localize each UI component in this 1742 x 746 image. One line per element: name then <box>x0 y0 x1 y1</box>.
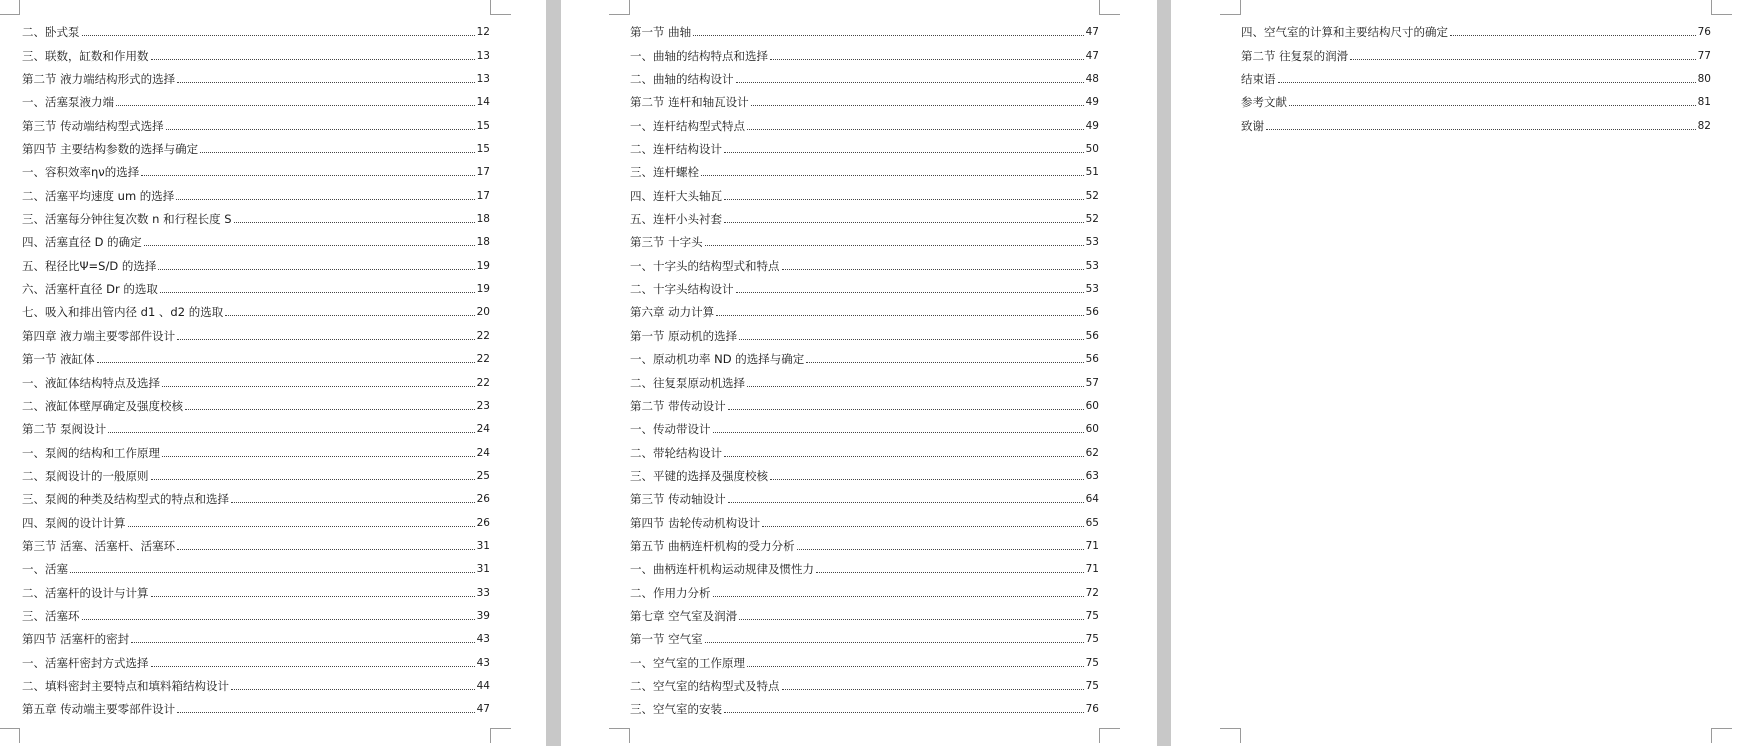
toc-entry-page-number: 26 <box>476 493 490 506</box>
toc-entry-page-number: 71 <box>1085 539 1099 552</box>
toc-entry-page-number: 33 <box>476 586 490 599</box>
toc-entry[interactable] <box>630 600 1099 623</box>
toc-entry-page-number: 13 <box>476 73 490 86</box>
toc-entry[interactable] <box>22 16 490 39</box>
toc-entry[interactable] <box>22 63 490 86</box>
toc-entry[interactable] <box>630 413 1099 436</box>
dot-leader <box>160 292 475 293</box>
toc-entry-page-number: 76 <box>1085 703 1099 716</box>
toc-entry-title: 三、连杆螺栓 <box>630 165 699 180</box>
toc-entry[interactable] <box>22 646 490 669</box>
toc-entry-page-number: 47 <box>1085 49 1099 62</box>
crop-mark-top-left <box>0 0 20 15</box>
dot-leader <box>724 199 1084 200</box>
dot-leader <box>739 339 1083 340</box>
toc-entry-page-number: 75 <box>1085 656 1099 669</box>
toc-entry-title: 三、平键的选择及强度校核 <box>630 468 768 483</box>
toc-entry-page-number: 60 <box>1085 423 1099 436</box>
toc-entry[interactable] <box>630 86 1099 109</box>
toc-entry-page-number: 75 <box>1085 609 1099 622</box>
dot-leader <box>176 199 474 200</box>
toc-entry[interactable] <box>630 226 1099 249</box>
dot-leader <box>782 689 1084 690</box>
toc-entry[interactable] <box>22 483 490 506</box>
toc-entry-title: 第一节 曲轴 <box>630 25 692 40</box>
toc-entry-page-number: 24 <box>476 446 490 459</box>
toc-entry-title: 第四节 活塞杆的密封 <box>22 632 130 647</box>
dot-leader <box>144 245 475 246</box>
toc-entry-page-number: 75 <box>1085 679 1099 692</box>
toc-entry[interactable] <box>22 413 490 436</box>
toc-entry-page-number: 57 <box>1085 376 1099 389</box>
toc-entry-page-number: 64 <box>1085 493 1099 506</box>
crop-mark-bottom-right <box>1099 728 1120 743</box>
toc-entry-title: 二、空气室的结构型式及特点 <box>630 678 780 693</box>
toc-entry-title: 二、作用力分析 <box>630 585 711 600</box>
toc-entry[interactable] <box>22 506 490 529</box>
toc-entry-title: 二、活塞平均速度 um 的选择 <box>22 188 175 203</box>
toc-entry[interactable] <box>630 460 1099 483</box>
crop-mark-top-left <box>1220 0 1241 15</box>
dot-leader <box>234 222 475 223</box>
toc-entry[interactable] <box>22 273 490 296</box>
dot-leader <box>770 59 1084 60</box>
toc-entry-page-number: 48 <box>1085 73 1099 86</box>
toc-entry[interactable] <box>630 39 1099 62</box>
document-page-1 <box>0 0 546 746</box>
toc-entry-title: 一、活塞 <box>22 562 68 577</box>
dot-leader <box>185 409 475 410</box>
toc-entry[interactable] <box>630 296 1099 319</box>
dot-leader <box>1266 129 1696 130</box>
dot-leader <box>82 35 475 36</box>
toc-entry-page-number: 43 <box>476 633 490 646</box>
dot-leader <box>1278 82 1696 83</box>
toc-entry[interactable] <box>630 109 1099 132</box>
toc-entry-page-number: 49 <box>1085 119 1099 132</box>
crop-mark-top-right <box>1099 0 1120 15</box>
toc-entry[interactable] <box>630 506 1099 529</box>
toc-entry-title: 参考文献 <box>1241 95 1287 110</box>
toc-entry[interactable] <box>630 16 1099 39</box>
dot-leader <box>728 502 1084 503</box>
toc-entry-title: 第一节 空气室 <box>630 632 703 647</box>
toc-entry-title: 二、往复泵原动机选择 <box>630 375 745 390</box>
dot-leader <box>162 456 475 457</box>
dot-leader <box>177 82 474 83</box>
toc-entry-title: 三、空气室的安装 <box>630 702 722 717</box>
toc-entry-page-number: 25 <box>476 469 490 482</box>
toc-entry-title: 一、十字头的结构型式和特点 <box>630 258 780 273</box>
toc-entry[interactable] <box>22 693 490 716</box>
dot-leader <box>225 315 474 316</box>
dot-leader <box>151 59 475 60</box>
toc-entry[interactable] <box>630 483 1099 506</box>
dot-leader <box>231 689 475 690</box>
toc-entry-page-number: 63 <box>1085 469 1099 482</box>
toc-entry-title: 一、曲柄连杆机构运动规律及惯性力 <box>630 562 814 577</box>
toc-entry[interactable] <box>630 273 1099 296</box>
toc-entry-title: 一、空气室的工作原理 <box>630 655 745 670</box>
dot-leader <box>713 596 1084 597</box>
toc-entry-title: 一、原动机功率 ND 的选择与确定 <box>630 352 805 367</box>
toc-entry-page-number: 75 <box>1085 633 1099 646</box>
toc-entry-page-number: 18 <box>476 236 490 249</box>
toc-entry-page-number: 80 <box>1697 73 1711 86</box>
toc-entry-page-number: 47 <box>1085 26 1099 39</box>
toc-entry-title: 第四章 液力端主要零部件设计 <box>22 328 176 343</box>
toc-entry-page-number: 56 <box>1085 329 1099 342</box>
toc-entry[interactable] <box>630 623 1099 646</box>
toc-entry-title: 四、空气室的计算和主要结构尺寸的确定 <box>1241 25 1448 40</box>
dot-leader <box>762 526 1083 527</box>
toc-entry[interactable] <box>22 249 490 272</box>
toc-entry[interactable] <box>630 319 1099 342</box>
toc-entry-title: 一、液缸体结构特点及选择 <box>22 375 160 390</box>
toc-entry[interactable] <box>22 226 490 249</box>
toc-entry[interactable] <box>22 436 490 459</box>
toc-entry-title: 第五节 曲柄连杆机构的受力分析 <box>630 538 795 553</box>
toc-entry-page-number: 13 <box>476 49 490 62</box>
document-page-3 <box>1171 0 1742 746</box>
crop-mark-bottom-right <box>490 728 511 743</box>
dot-leader <box>705 245 1084 246</box>
toc-entry-title: 六、活塞杆直径 Dr 的选取 <box>22 282 158 297</box>
toc-entry-page-number: 43 <box>476 656 490 669</box>
toc-entry[interactable] <box>630 693 1099 716</box>
dot-leader <box>747 386 1084 387</box>
dot-leader <box>747 129 1084 130</box>
dot-leader <box>713 432 1084 433</box>
toc-entry-page-number: 12 <box>476 26 490 39</box>
dot-leader <box>70 572 475 573</box>
toc-entry-page-number: 23 <box>476 399 490 412</box>
dot-leader <box>728 409 1084 410</box>
toc-entry-page-number: 20 <box>476 306 490 319</box>
toc-entry-page-number: 14 <box>476 96 490 109</box>
toc-entry-page-number: 47 <box>476 703 490 716</box>
toc-entry-title: 第一节 原动机的选择 <box>630 328 738 343</box>
toc-entry-title: 一、活塞泵液力端 <box>22 95 114 110</box>
toc-entry[interactable] <box>22 553 490 576</box>
toc-entry[interactable] <box>22 530 490 553</box>
toc-entry-title: 二、活塞杆的设计与计算 <box>22 585 149 600</box>
toc-entry[interactable] <box>630 249 1099 272</box>
dot-leader <box>231 502 475 503</box>
dot-leader <box>806 362 1083 363</box>
dot-leader <box>736 292 1084 293</box>
toc-entry[interactable] <box>22 600 490 623</box>
toc-entry[interactable] <box>630 553 1099 576</box>
toc-entry-title: 二、液缸体壁厚确定及强度校核 <box>22 398 183 413</box>
toc-list <box>1241 16 1711 133</box>
toc-entry-title: 二、十字头结构设计 <box>630 282 734 297</box>
dot-leader <box>724 712 1084 713</box>
toc-entry-page-number: 22 <box>476 376 490 389</box>
dot-leader <box>108 432 474 433</box>
toc-entry-page-number: 65 <box>1085 516 1099 529</box>
toc-entry-title: 第七章 空气室及润滑 <box>630 608 738 623</box>
toc-entry-title: 二、泵阀设计的一般原则 <box>22 468 149 483</box>
toc-entry-title: 第二节 液力端结构形式的选择 <box>22 72 176 87</box>
toc-entry-title: 结束语 <box>1241 72 1276 87</box>
dot-leader <box>128 526 475 527</box>
dot-leader <box>166 129 475 130</box>
toc-entry-title: 二、卧式泵 <box>22 25 80 40</box>
toc-entry[interactable] <box>630 63 1099 86</box>
toc-entry-title: 三、活塞环 <box>22 608 80 623</box>
toc-entry-page-number: 53 <box>1085 259 1099 272</box>
toc-entry-page-number: 77 <box>1697 49 1711 62</box>
toc-entry-title: 五、连杆小头衬套 <box>630 212 722 227</box>
crop-mark-top-right <box>490 0 511 15</box>
dot-leader <box>177 339 474 340</box>
dot-leader <box>1350 59 1695 60</box>
toc-entry-page-number: 53 <box>1085 283 1099 296</box>
dot-leader <box>797 549 1084 550</box>
toc-list <box>630 16 1099 716</box>
toc-entry-page-number: 31 <box>476 539 490 552</box>
toc-entry-title: 四、泵阀的设计计算 <box>22 515 126 530</box>
toc-entry-page-number: 56 <box>1085 306 1099 319</box>
toc-entry-page-number: 44 <box>476 679 490 692</box>
toc-entry-title: 四、活塞直径 D 的确定 <box>22 235 142 250</box>
dot-leader <box>82 619 475 620</box>
dot-leader <box>724 152 1084 153</box>
toc-entry-page-number: 17 <box>476 189 490 202</box>
toc-entry-title: 致谢 <box>1241 118 1264 133</box>
dot-leader <box>739 619 1083 620</box>
toc-entry-page-number: 52 <box>1085 189 1099 202</box>
toc-entry-page-number: 52 <box>1085 213 1099 226</box>
document-page-2 <box>561 0 1157 746</box>
dot-leader <box>751 105 1084 106</box>
toc-entry-title: 二、填料密封主要特点和填料箱结构设计 <box>22 678 229 693</box>
toc-entry-title: 二、带轮结构设计 <box>630 445 722 460</box>
toc-entry-title: 七、吸入和排出管内径 d1 、d2 的选取 <box>22 305 224 320</box>
dot-leader <box>97 362 475 363</box>
toc-entry-page-number: 18 <box>476 213 490 226</box>
toc-entry-title: 三、活塞每分钟往复次数 n 和行程长度 S <box>22 212 232 227</box>
toc-entry-page-number: 19 <box>476 259 490 272</box>
dot-leader <box>177 549 474 550</box>
dot-leader <box>816 572 1084 573</box>
dot-leader <box>158 269 474 270</box>
toc-entry-page-number: 39 <box>476 609 490 622</box>
toc-entry[interactable] <box>1241 63 1711 86</box>
toc-entry-title: 四、连杆大头轴瓦 <box>630 188 722 203</box>
toc-entry-title: 一、连杆结构型式特点 <box>630 118 745 133</box>
toc-entry[interactable] <box>630 156 1099 179</box>
toc-entry[interactable] <box>630 646 1099 669</box>
toc-entry-page-number: 26 <box>476 516 490 529</box>
toc-entry-title: 第三节 传动端结构型式选择 <box>22 118 164 133</box>
toc-entry[interactable] <box>22 86 490 109</box>
toc-entry[interactable] <box>630 530 1099 553</box>
toc-entry-title: 一、曲轴的结构特点和选择 <box>630 48 768 63</box>
toc-entry[interactable] <box>22 156 490 179</box>
toc-entry[interactable] <box>22 670 490 693</box>
toc-entry-page-number: 19 <box>476 283 490 296</box>
dot-leader <box>131 642 474 643</box>
toc-entry-title: 三、联数，缸数和作用数 <box>22 48 149 63</box>
toc-entry[interactable] <box>630 366 1099 389</box>
toc-entry-page-number: 56 <box>1085 353 1099 366</box>
toc-entry-page-number: 15 <box>476 143 490 156</box>
toc-entry-title: 一、活塞杆密封方式选择 <box>22 655 149 670</box>
toc-entry[interactable] <box>22 203 490 226</box>
toc-entry[interactable] <box>630 576 1099 599</box>
toc-entry-title: 第三节 传动轴设计 <box>630 492 726 507</box>
toc-entry-page-number: 15 <box>476 119 490 132</box>
toc-entry-title: 第三节 活塞、活塞杆、活塞环 <box>22 538 176 553</box>
toc-entry[interactable] <box>630 390 1099 413</box>
toc-entry[interactable] <box>630 133 1099 156</box>
crop-mark-bottom-left <box>609 728 630 743</box>
toc-entry-page-number: 53 <box>1085 236 1099 249</box>
toc-entry[interactable] <box>630 203 1099 226</box>
toc-entry[interactable] <box>22 296 490 319</box>
toc-entry[interactable] <box>22 460 490 483</box>
dot-leader <box>770 479 1084 480</box>
toc-entry-title: 第二节 带传动设计 <box>630 398 726 413</box>
dot-leader <box>116 105 475 106</box>
crop-mark-top-right <box>1711 0 1732 15</box>
toc-entry[interactable] <box>630 343 1099 366</box>
toc-entry[interactable] <box>22 390 490 413</box>
toc-entry-page-number: 76 <box>1697 26 1711 39</box>
toc-entry-page-number: 60 <box>1085 399 1099 412</box>
toc-entry-page-number: 72 <box>1085 586 1099 599</box>
toc-entry[interactable] <box>1241 86 1711 109</box>
dot-leader <box>162 386 475 387</box>
crop-mark-top-left <box>609 0 630 15</box>
toc-entry-page-number: 62 <box>1085 446 1099 459</box>
toc-entry-title: 第三节 十字头 <box>630 235 703 250</box>
dot-leader <box>200 152 474 153</box>
toc-entry-title: 第一节 液缸体 <box>22 352 95 367</box>
toc-entry-title: 一、泵阀的结构和工作原理 <box>22 445 160 460</box>
toc-entry-page-number: 17 <box>476 166 490 179</box>
toc-entry[interactable] <box>1241 16 1711 39</box>
dot-leader <box>747 666 1084 667</box>
dot-leader <box>151 666 475 667</box>
toc-entry[interactable] <box>22 133 490 156</box>
dot-leader <box>736 82 1084 83</box>
toc-entry-page-number: 82 <box>1697 119 1711 132</box>
toc-entry-title: 第四节 齿轮传动机构设计 <box>630 515 761 530</box>
toc-entry[interactable] <box>22 179 490 202</box>
toc-entry[interactable] <box>1241 109 1711 132</box>
toc-entry-page-number: 81 <box>1697 96 1711 109</box>
toc-list <box>22 16 490 716</box>
dot-leader <box>782 269 1084 270</box>
dot-leader <box>151 596 475 597</box>
toc-entry[interactable] <box>22 576 490 599</box>
toc-entry[interactable] <box>630 670 1099 693</box>
toc-entry[interactable] <box>22 39 490 62</box>
dot-leader <box>151 479 475 480</box>
toc-entry[interactable] <box>22 343 490 366</box>
toc-entry-page-number: 50 <box>1085 143 1099 156</box>
toc-entry[interactable] <box>1241 39 1711 62</box>
toc-entry-title: 二、连杆结构设计 <box>630 142 722 157</box>
toc-entry-title: 二、曲轴的结构设计 <box>630 72 734 87</box>
toc-entry[interactable] <box>22 319 490 342</box>
toc-entry-page-number: 31 <box>476 563 490 576</box>
toc-entry[interactable] <box>22 623 490 646</box>
toc-entry-page-number: 22 <box>476 353 490 366</box>
crop-mark-bottom-right <box>1711 728 1732 743</box>
toc-entry-page-number: 49 <box>1085 96 1099 109</box>
toc-entry-page-number: 71 <box>1085 563 1099 576</box>
toc-entry-page-number: 51 <box>1085 166 1099 179</box>
dot-leader <box>141 175 474 176</box>
toc-entry[interactable] <box>630 179 1099 202</box>
toc-entry-title: 第二节 连杆和轴瓦设计 <box>630 95 749 110</box>
toc-entry-title: 第四节 主要结构参数的选择与确定 <box>22 142 199 157</box>
crop-mark-bottom-left <box>0 728 20 743</box>
toc-entry-title: 五、程径比Ψ=S/D 的选择 <box>22 258 157 273</box>
dot-leader <box>177 712 474 713</box>
toc-entry-page-number: 24 <box>476 423 490 436</box>
toc-entry-title: 第六章 动力计算 <box>630 305 715 320</box>
dot-leader <box>705 642 1084 643</box>
dot-leader <box>1289 105 1696 106</box>
toc-entry[interactable] <box>22 366 490 389</box>
toc-entry-title: 三、泵阀的种类及结构型式的特点和选择 <box>22 492 229 507</box>
dot-leader <box>1450 35 1696 36</box>
dot-leader <box>724 222 1084 223</box>
dot-leader <box>701 175 1084 176</box>
toc-entry-title: 一、容积效率ην的选择 <box>22 165 140 180</box>
toc-entry-title: 第二节 往复泵的润滑 <box>1241 48 1349 63</box>
toc-entry-page-number: 22 <box>476 329 490 342</box>
dot-leader <box>693 35 1083 36</box>
dot-leader <box>724 456 1084 457</box>
toc-entry[interactable] <box>630 436 1099 459</box>
toc-entry-title: 第二节 泵阀设计 <box>22 422 107 437</box>
toc-entry-title: 第五章 传动端主要零部件设计 <box>22 702 176 717</box>
dot-leader <box>716 315 1083 316</box>
crop-mark-bottom-left <box>1220 728 1241 743</box>
toc-entry[interactable] <box>22 109 490 132</box>
toc-entry-title: 一、传动带设计 <box>630 422 711 437</box>
